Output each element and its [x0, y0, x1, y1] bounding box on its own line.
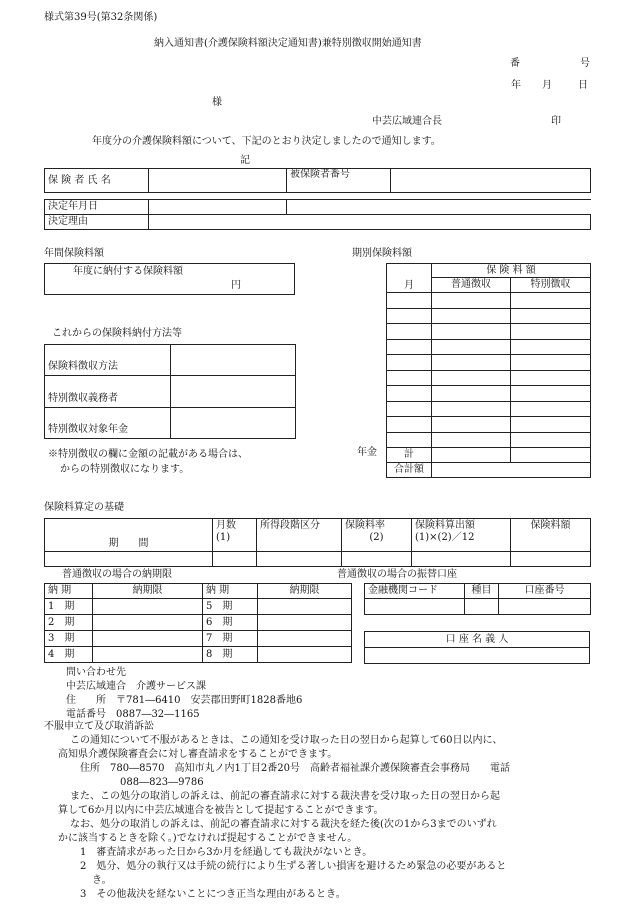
deadline-term-header-2: 納 期 [203, 584, 258, 599]
appeal-p1a: この通知について不服があるときは、この通知を受け取った日の翌日から起算して60日以内に、 [70, 735, 503, 746]
account-holder-label: 口 座 名 義 人 [365, 632, 590, 648]
annual-premium-label: 年度に納付する保険料額 [73, 266, 183, 277]
appeal-heading: 不服申立て及び取消訴訟 [44, 721, 154, 732]
target-pension-value [171, 408, 296, 439]
deadline-row [45, 599, 352, 615]
total-label: 合計額 [387, 463, 432, 478]
annual-premium-box [44, 263, 295, 295]
basis-calc-sub: (1)×(2)／12 [415, 532, 475, 543]
account-number-label: 口座番号 [499, 584, 591, 599]
deadline-table [44, 583, 352, 663]
decision-reason-value [149, 215, 591, 230]
note-line-2: からの特別徴収になります。 [60, 464, 190, 475]
issuer: 中芸広域連合長 [372, 116, 442, 127]
bank-code-label: 金融機関コード [365, 584, 465, 599]
basis-table [44, 518, 591, 567]
deadline-term-8: 8 期 [203, 647, 258, 663]
insured-number-label: 被保険者番号 [287, 169, 391, 193]
special-collector-label: 特別徴収義務者 [45, 376, 171, 408]
method-heading: これからの保険料納付方法等 [52, 328, 182, 339]
note-line-1: ※特別徴収の欄に金額の記載がある場合は、 [48, 449, 248, 460]
insured-info-table [44, 168, 591, 193]
deadline-term-4: 4 期 [45, 647, 93, 663]
appeal-address-1: 住所 780―8570 高知市丸ノ内1丁目2番20号 高齢者福祉課介護保険審査会事務局 電話 [80, 763, 510, 774]
method-table [44, 344, 296, 439]
deadline-date-header-2: 納期限 [258, 584, 352, 599]
ki-heading: 記 [240, 155, 250, 166]
number-label: 番 [510, 58, 520, 69]
deadline-term-3: 3 期 [45, 631, 93, 647]
annual-premium-unit: 円 [231, 280, 241, 291]
insured-name-label: 保 険 者 氏 名 [45, 169, 149, 193]
date-year: 年 [511, 80, 521, 91]
basis-calc-label: 保険料算出額 [415, 520, 475, 531]
period-row [387, 339, 591, 355]
deadline-row [45, 631, 352, 647]
basis-period-label: 期 間 [45, 519, 213, 552]
date-day: 日 [578, 80, 588, 91]
insurance-amount-header: 保 険 料 額 [432, 264, 591, 278]
addressee-honorific: 様 [212, 97, 222, 108]
decision-table [44, 199, 591, 230]
basis-heading: 保険料算定の基礎 [44, 502, 124, 513]
collection-method-label: 保険料徴収方法 [45, 345, 171, 376]
appeal-item-2a: 2 処分、処分の執行又は手続の続行により生ずる著しい損害を避けるため緊急の必要があると [80, 861, 507, 872]
contact-address: 住 所 〒781―6410 安芸郡田野町1828番地6 [66, 695, 303, 706]
deadline-term-1: 1 期 [45, 599, 93, 615]
seal-mark: 印 [551, 116, 561, 127]
form-number: 様式第39号(第32条関係) [44, 12, 158, 23]
deadline-term-6: 6 期 [203, 615, 258, 631]
insured-name-value [149, 169, 287, 193]
basis-rate-sub: (2) [369, 532, 384, 543]
appeal-p2b: 算して6か月以内に中芸広域連合を被告として提起することができます。 [58, 805, 384, 816]
basis-premium-label: 保険料額 [511, 519, 591, 552]
decision-date-value [149, 200, 287, 215]
number-suffix: 号 [580, 58, 590, 69]
transfer-table [364, 583, 591, 615]
account-holder-table [364, 631, 590, 664]
appeal-p1b: 高知県介護保険審査会に対し審査請求をすることができます。 [58, 749, 338, 760]
period-premium-table [386, 263, 591, 478]
decision-date-label: 決定年月日 [45, 200, 149, 215]
appeal-p2a: また、この処分の取消しの訴えは、前記の審査請求に対する裁決書を受け取った日の翌日から起 [70, 791, 500, 802]
period-row [387, 308, 591, 324]
insured-number-value [391, 169, 591, 193]
appeal-p3b: かに該当するときを除く。)でなければ提起することができません。 [58, 833, 358, 844]
annual-heading: 年間保険料額 [44, 248, 104, 259]
basis-months-label: 月数 [216, 520, 236, 531]
account-type-label: 種目 [465, 584, 499, 599]
period-row [387, 417, 591, 433]
basis-months-cell [213, 519, 257, 552]
date-month: 月 [542, 80, 552, 91]
pension-label: 年金 [357, 447, 377, 458]
target-pension-label: 特別徴収対象年金 [45, 408, 171, 439]
deadline-date-header: 納期限 [93, 584, 203, 599]
deadline-row [45, 615, 352, 631]
contact-phone: 電話番号 0887―32―1165 [66, 709, 200, 720]
basis-rate-cell [342, 519, 412, 552]
special-collector-value [171, 376, 296, 408]
decision-reason-label: 決定理由 [45, 215, 149, 230]
month-header: 月 [387, 264, 432, 293]
special-collection-header: 特別徴収 [511, 278, 591, 293]
basis-calc-cell [412, 519, 511, 552]
contact-heading: 問い合わせ先 [66, 667, 126, 678]
subtotal-label: 計 [387, 448, 432, 463]
document-title: 納入通知書(介護保険料額決定通知書)兼特別徴収開始通知書 [154, 38, 422, 49]
deadline-heading: 普通徴収の場合の納期限 [62, 569, 172, 580]
period-row [387, 355, 591, 371]
period-row [387, 432, 591, 448]
transfer-heading: 普通徴収の場合の振替口座 [337, 569, 457, 580]
deadline-term-header: 納 期 [45, 584, 93, 599]
appeal-p3a: なお、処分の取消しの訴えは、前記の審査請求に対する裁決を経た後(次の1から3までのいずれ [70, 819, 497, 830]
contact-org: 中芸広域連合 介護サービス課 [66, 681, 206, 692]
appeal-item-2b: き。 [92, 875, 112, 886]
period-row [387, 386, 591, 402]
collection-method-value [171, 345, 296, 376]
period-row [387, 370, 591, 386]
deadline-term-7: 7 期 [203, 631, 258, 647]
basis-months-sub: (1) [216, 532, 231, 543]
deadline-term-5: 5 期 [203, 599, 258, 615]
period-row [387, 293, 591, 309]
appeal-item-3: 3 その他裁決を経ないことにつき正当な理由があるとき。 [80, 889, 346, 900]
period-row [387, 401, 591, 417]
appeal-address-2: 088―823―9786 [120, 777, 204, 788]
appeal-item-1: 1 審査請求があった日から3か月を経過しても裁決がないとき。 [80, 847, 373, 858]
deadline-term-2: 2 期 [45, 615, 93, 631]
normal-collection-header: 普通徴収 [432, 278, 511, 293]
period-heading: 期別保険料額 [352, 248, 412, 259]
period-row [387, 324, 591, 340]
basis-income-class: 所得段階区分 [257, 519, 342, 552]
decision-date-blank [287, 200, 591, 215]
intro-text: 年度分の介護保険料額について、下記のとおり決定しましたので通知します。 [92, 136, 441, 147]
basis-rate-label: 保険料率 [345, 520, 385, 531]
deadline-row [45, 647, 352, 663]
